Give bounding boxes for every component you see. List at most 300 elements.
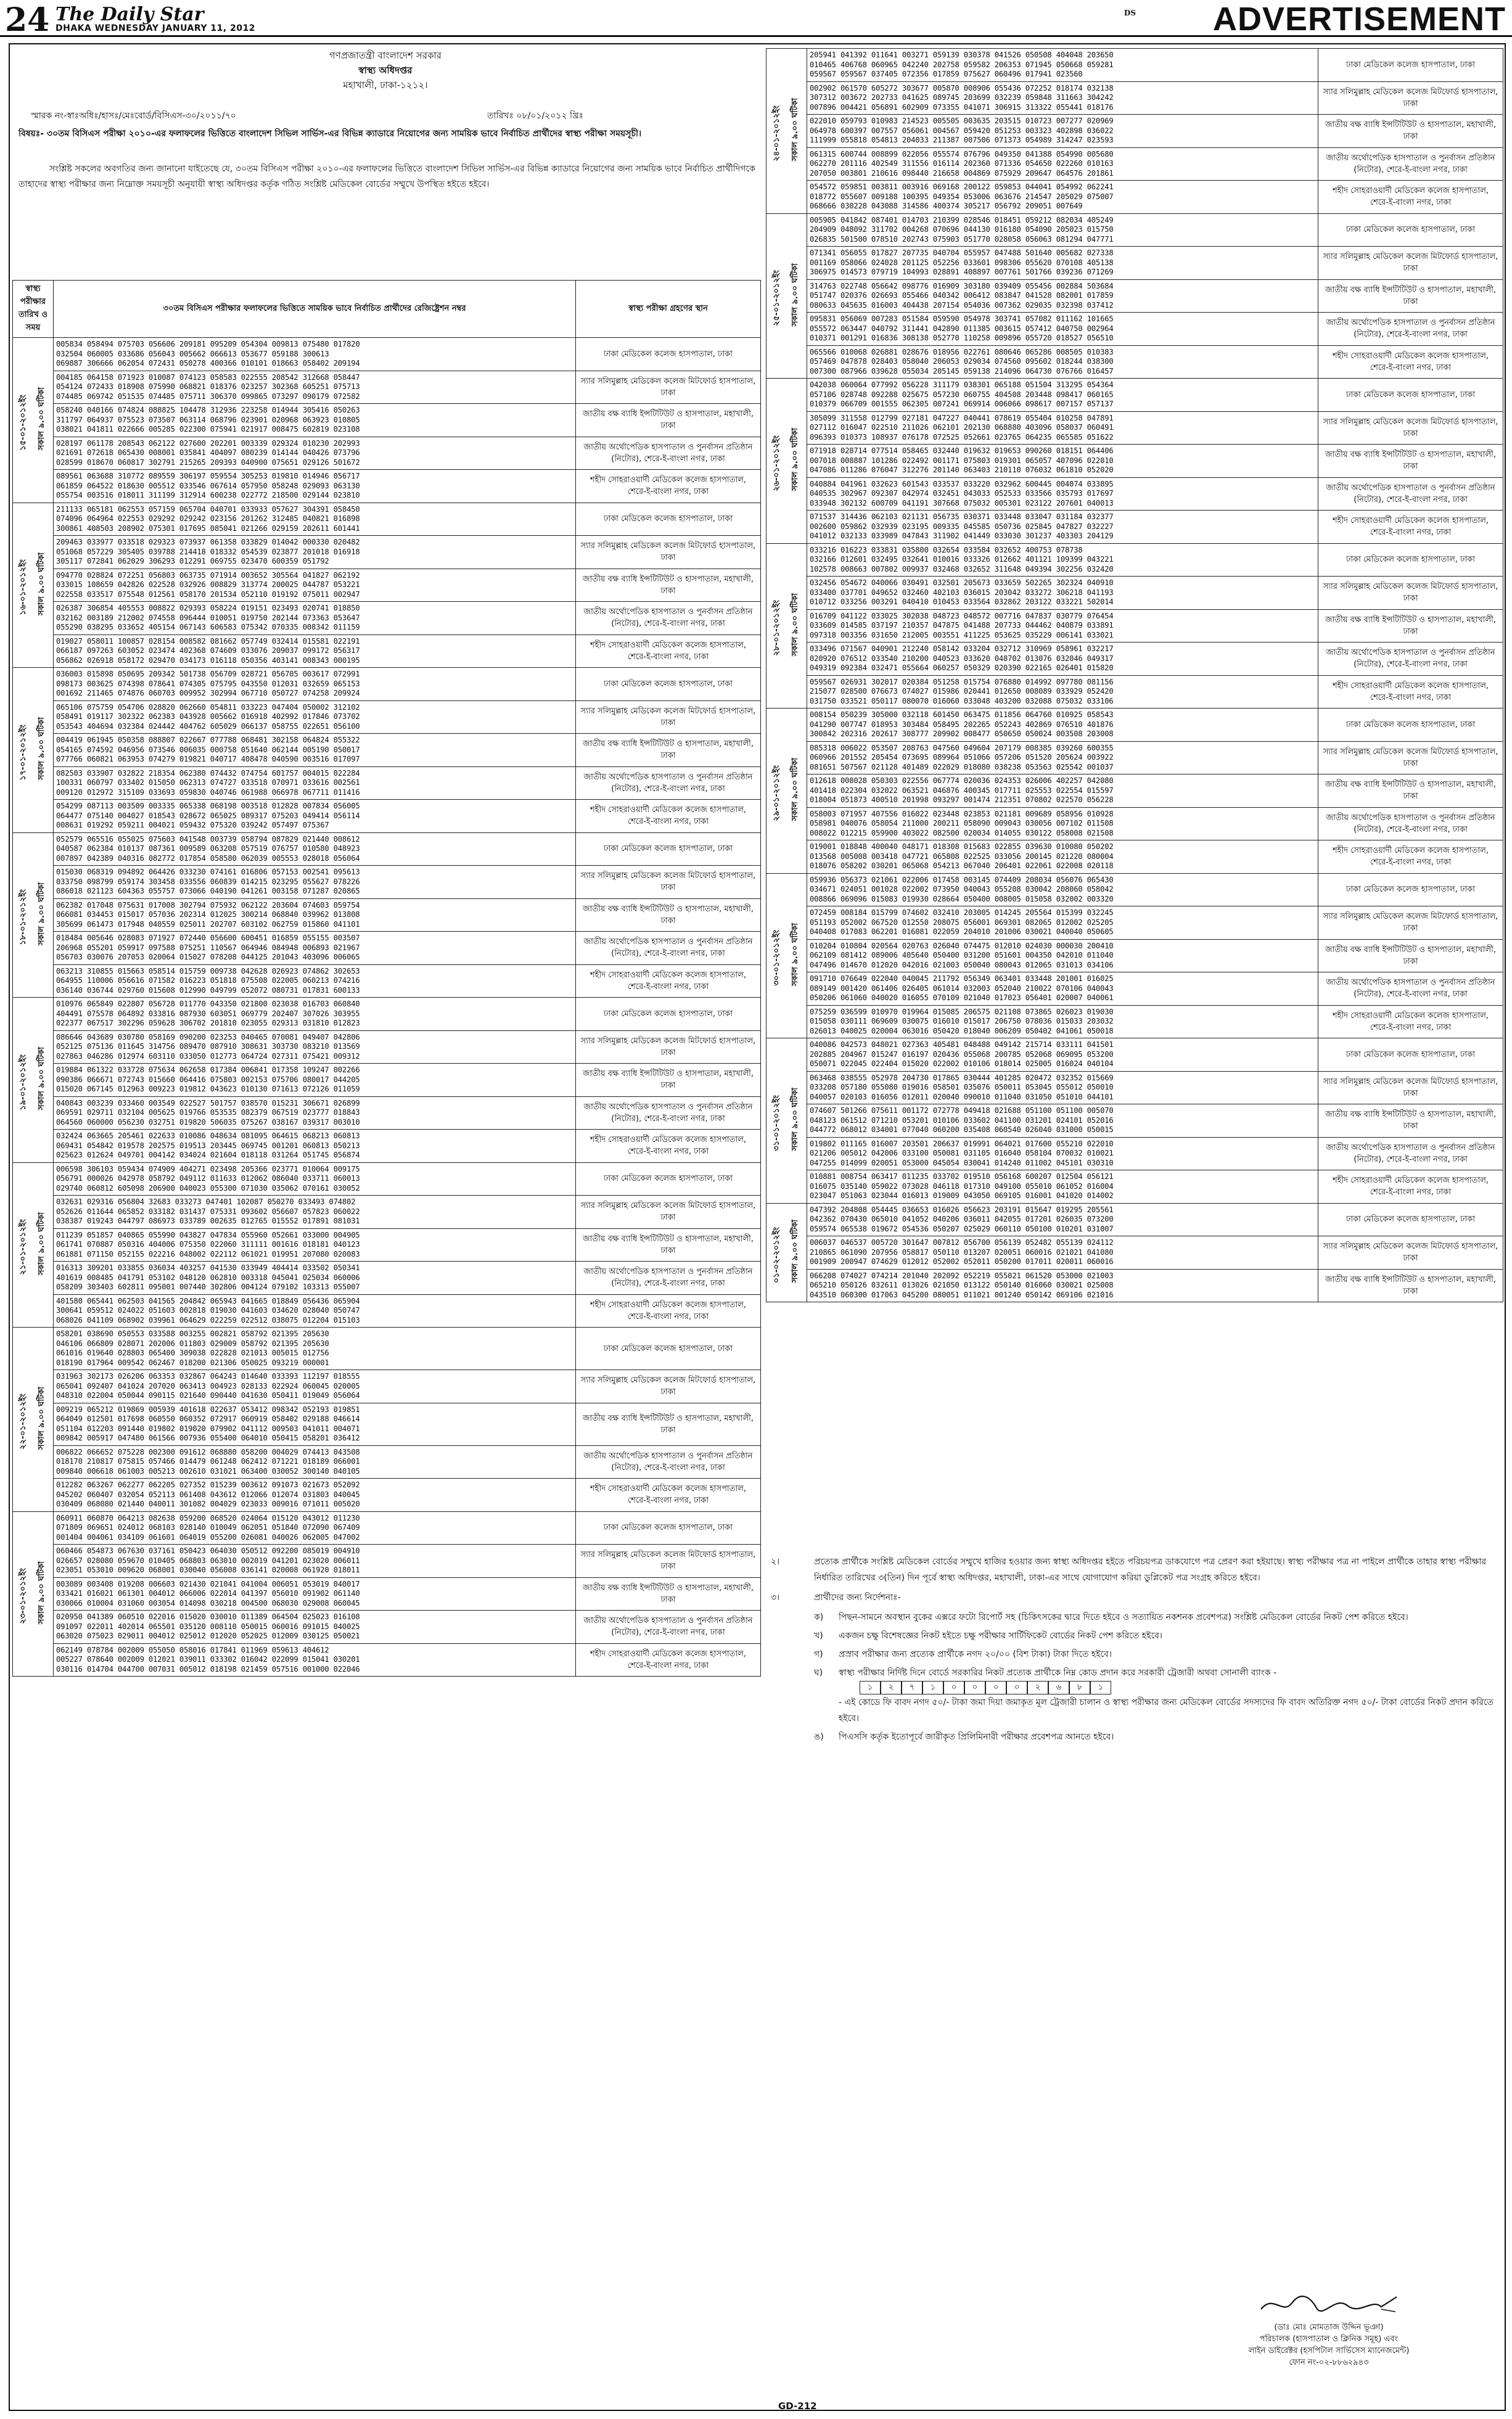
exam-venue: জাতীয় অর্থোপেডিক হাসপাতাল ও পুনর্বাসন প্রতিষ্ঠান (নিটোর), শেরে-ই-বাংলা নগর, ঢাকা	[576, 602, 761, 635]
code-digit: ০	[1006, 1681, 1027, 1694]
schedule-row	[13, 1262, 761, 1295]
exam-date: ১৯-০১-২০১২ইং	[18, 1054, 28, 1111]
sub-item-marker: গ)	[814, 1649, 823, 1659]
govt-name: গণপ্রজাতন্ত্রী বাংলাদেশ সরকার	[329, 50, 442, 61]
exam-venue: শহীদ সোহরাওয়ার্দী মেডিকেল কলেজ হাসপাতাল, শেরে-ই-বাংলা নগর, ঢাকা	[576, 964, 761, 998]
registration-numbers: 032456 054672 040066 030491 032501 205673 033659 502265 302324 040910 033400 037701 049652 032460 402103 036015 203042 033272 306218 041193 010712 033256 003291 040410 010453 033564 032862 203122 033221 502014	[807, 577, 1318, 610]
registration-numbers: 040843 003239 033460 003549 022527 501757 038570 015231 306671 026899 069591 029711 032104 005625 019766 053535 082379 067519 023777 018843 064560 060000 056230 032751 019820 506035 075267 038167 039317 003010	[54, 1096, 576, 1130]
registration-numbers: 019027 058011 100857 028154 008582 081662 057749 032414 015581 022191 066187 097263 603052 023474 402368 074609 033076 209037 099172 056317 056862 026918 058172 029470 034173 016118 050356 403141 008343 000195	[54, 635, 576, 668]
exam-date-cell	[766, 49, 807, 214]
schedule-row	[13, 470, 761, 503]
exam-venue: জাতীয় বক্ষ ব্যাধি ইন্সটিটিউট ও হাসপাতাল, মহাখালী, ঢাকা	[1318, 279, 1503, 313]
col-header-date: স্বাস্থ্য পরীক্ষার তারিখ ও সময়	[13, 281, 54, 338]
exam-time: সকাল ৯.০০ ঘটিকা	[791, 263, 800, 326]
registration-numbers: 036003 015898 050695 209342 501738 056709 028721 056705 003617 072991 098173 003625 074398 078641 074305 075795 043550 012031 032659 065153 001692 211465 074876 060703 009952 302994 067710 050727 074258 209924	[54, 668, 576, 701]
exam-time: সকাল ৯.০০ ঘটিকা	[791, 758, 800, 821]
schedule-row	[766, 807, 1503, 840]
schedule-row	[13, 932, 761, 965]
exam-time: সকাল ৯.০০ ঘটিকা	[37, 1386, 47, 1450]
exam-time: সকাল ৯.০০ ঘটিকা	[37, 552, 47, 615]
exam-venue: জাতীয় বক্ষ ব্যাধি ইন্সটিটিউট ও হাসপাতাল, মহাখালী, ঢাকা	[576, 404, 761, 437]
schedule-row	[766, 1236, 1503, 1270]
registration-numbers: 054299 087113 003509 003335 065338 068198 003518 012828 007834 056005 064477 075140 004027 018543 028672 065025 089317 075203 049414 056114 008631 019292 059211 004021 059432 075320 039242 057497 075367	[54, 800, 576, 833]
registration-numbers: 040884 041961 032623 601543 033537 033220 032962 600445 004074 033895 040535 302967 092307 042974 032451 043033 052533 033566 035793 017697 033948 302132 600709 041191 307668 075032 005301 023122 207601 040013	[807, 477, 1318, 511]
page-number: 24	[5, 1, 50, 39]
exam-venue: ঢাকা মেডিকেল কলেজ হাসপাতাল, ঢাকা	[1318, 873, 1503, 906]
schedule-row	[766, 49, 1503, 82]
registration-numbers: 011239 051857 040865 055990 043827 047834 055960 052661 033000 004905 061741 070887 050316 404006 075350 022060 311111 001616 018181 040123 061881 071150 052155 022216 048002 022112 061021 019951 207080 020083	[54, 1228, 576, 1262]
schedule-row	[13, 1403, 761, 1445]
exam-date-cell	[13, 1162, 54, 1328]
schedule-row	[766, 511, 1503, 544]
signature-block	[1165, 2291, 1492, 2368]
exam-time: সকাল ৯.০০ ঘটিকা	[791, 922, 800, 986]
exam-venue: জাতীয় বক্ষ ব্যাধি ইন্সটিটিউট ও হাসপাতাল, মহাখালী, ঢাকা	[576, 1403, 761, 1445]
exam-venue: ঢাকা মেডিকেল কলেজ হাসপাতাল, ঢাকা	[576, 1511, 761, 1545]
exam-venue: ঢাকা মেডিকেল কলেজ হাসপাতাল, ঢাকা	[576, 998, 761, 1031]
exam-date: ২৮-০১-২০১২ইং	[771, 600, 781, 656]
registration-numbers: 005834 058494 075703 056606 209181 095209 054304 009813 075480 017820 032504 060005 033686 056043 005662 066613 053677 059188 300613 069887 306666 062054 072431 050278 400366 010101 018663 058402 209194	[54, 338, 576, 371]
schedule-row	[13, 800, 761, 833]
registration-numbers: 314763 022748 056642 098776 016909 303180 039409 055456 002884 503684 051747 020376 026693 055466 040342 006412 083847 041528 082001 017859 080633 045635 016003 404438 207154 054036 007362 029035 032398 037412	[807, 279, 1318, 313]
schedule-row	[13, 503, 761, 536]
schedule-row	[13, 569, 761, 602]
exam-venue: স্যার সলিমুল্লাহ মেডিকেল কলেজ মিটফোর্ড হাসপাতাল, ঢাকা	[1318, 577, 1503, 610]
exam-venue: শহীদ সোহরাওয়ার্দী মেডিকেল কলেজ হাসপাতাল, শেরে-ই-বাংলা নগর, ঢাকা	[1318, 1005, 1503, 1038]
exam-time: সকাল ৯.০০ ঘটিকা	[791, 98, 800, 162]
exam-time: সকাল ৯.০০ ঘটিকা	[37, 717, 47, 781]
exam-time: সকাল ৯.০০ ঘটিকা	[37, 1047, 47, 1111]
registration-numbers: 010976 065849 022807 056728 011770 043350 021800 023038 016703 060840 404491 075578 064892 033816 087930 603051 069779 202407 307026 303955 022377 067517 302296 059628 306702 201810 023055 029313 031810 012823	[54, 998, 576, 1031]
schedule-row	[13, 1228, 761, 1262]
schedule-row	[13, 1577, 761, 1611]
schedule-row	[13, 437, 761, 470]
schedule-row	[13, 1611, 761, 1644]
schedule-row	[13, 766, 761, 800]
memo-date: তারিখঃ ০৮/০১/২০১২ খ্রিঃ	[487, 111, 583, 121]
schedule-row	[766, 939, 1503, 972]
sub-item-text: পিছন-সামনে অবস্থান বুকের এক্সরে ফটো রিপোর্ট সহ (চিকিৎসকের দ্বারে দিতে হইবে ও সত্যায়িত নকশনক প্রবেশপত্র) সংশ্লিষ্ট মেডিকেল বোর্ডের নিকট পেশ করিতে হইবে।	[839, 1612, 1408, 1622]
code-digit: ২	[881, 1681, 902, 1694]
registration-numbers: 074607 501266 075611 001172 072778 049418 021688 051100 051100 005070 048123 061512 071210 053201 010106 033602 041100 031201 024101 052016 044772 068012 034001 077040 060200 035408 060540 026040 031000 050015	[807, 1104, 1318, 1138]
code-digit: ০	[964, 1681, 985, 1694]
exam-venue: জাতীয় অর্থোপেডিক হাসপাতাল ও পুনর্বাসন প্রতিষ্ঠান (নিটোর), শেরে-ই-বাংলা নগর, ঢাকা	[1318, 147, 1503, 181]
schedule-row	[766, 477, 1503, 511]
schedule-row	[13, 1370, 761, 1403]
exam-venue: জাতীয় বক্ষ ব্যাধি ইন্সটিটিউট ও হাসপাতাল, মহাখালী, ঢাকা	[1318, 115, 1503, 148]
code-digit: ০	[943, 1681, 964, 1694]
notice-subject: বিষয়ঃ- ৩০তম বিসিএস পরীক্ষা ২০১০-এর ফলাফলের ভিত্তিতে বাংলাদেশ সিভিল সার্ভিস-এর বিভিন্ন ক্যাডারে নিয়োগের জন্য সাময়িক ভাবে নির্বাচিত প্রার্থীদের স্বাস্থ্য পরীক্ষা সময়সূচী।	[18, 129, 642, 139]
exam-venue: স্যার সলিমুল্লাহ মেডিকেল কলেজ মিটফোর্ড হাসপাতাল, ঢাকা	[1318, 1071, 1503, 1104]
schedule-row	[13, 536, 761, 569]
schedule-row	[766, 411, 1503, 445]
schedule-row	[13, 404, 761, 437]
schedule-row	[766, 1137, 1503, 1170]
exam-date: ১৭-০১-২০১২ইং	[18, 724, 28, 781]
exam-venue: জাতীয় বক্ষ ব্যাধি ইন্সটিটিউট ও হাসপাতাল, মহাখালী, ঢাকা	[1318, 1104, 1503, 1138]
registration-numbers: 054572 059851 003811 003916 069168 200122 059853 044041 054992 062241 018772 055607 009188 100395 049354 053006 063676 214547 205029 075007 068666 030228 043088 314586 400374 305217 056792 209051 007649	[807, 181, 1318, 214]
registration-numbers: 002902 061570 605272 303677 005870 008906 055436 072252 018174 032138 307312 003672 202733 041625 089745 203699 032239 059848 311663 304242 007896 004421 056891 602909 073355 041071 306915 313322 055441 018176	[807, 81, 1318, 115]
schedule-row	[13, 998, 761, 1031]
exam-venue: ঢাকা মেডিকেল কলেজ হাসপাতাল, ঢাকা	[1318, 213, 1503, 247]
exam-venue: জাতীয় বক্ষ ব্যাধি ইন্সটিটিউট ও হাসপাতাল, মহাখালী, ঢাকা	[1318, 445, 1503, 478]
schedule-row	[13, 1479, 761, 1512]
registration-numbers: 065566 010068 026881 028676 018956 022761 080646 065286 008505 010383 057469 047878 028403 058040 206053 029034 074560 095602 018244 038300 007300 087966 039628 055034 205145 059138 214096 064730 076766 016457	[807, 345, 1318, 379]
schedule-row	[13, 1545, 761, 1578]
exam-venue: স্যার সলিমুল্লাহ মেডিকেল কলেজ মিটফোর্ড হাসপাতাল, ঢাকা	[1318, 81, 1503, 115]
registration-numbers: 006598 306103 059434 074909 404271 023498 205366 023771 010064 009175 056791 000026 042978 058792 049112 011633 012062 086040 033711 060013 029740 060812 605098 206900 040023 055300 071030 035062 070161 030052	[54, 1162, 576, 1196]
exam-venue: জাতীয় অর্থোপেডিক হাসপাতাল ও পুনর্বাসন প্রতিষ্ঠান (নিটোর), শেরে-ই-বাংলা নগর, ঢাকা	[576, 1096, 761, 1130]
exam-venue: জাতীয় অর্থোপেডিক হাসপাতাল ও পুনর্বাসন প্রতিষ্ঠান (নিটোর), শেরে-ই-বাংলা নগর, ঢাকা	[576, 1611, 761, 1644]
registration-numbers: 012618 008028 050303 022556 067774 020036 024353 026006 402257 042080 401418 022304 032022 063521 046876 400345 017711 025553 022554 015597 018004 051873 400510 201998 093297 001474 212351 070802 022570 056228	[807, 774, 1318, 808]
registration-numbers: 089561 063688 310772 089559 306197 059554 305253 019810 014946 056717 061859 064522 018630 005512 033546 067614 057950 058248 029093 063130 055754 003516 018011 311199 312914 600238 022772 218500 029144 023810	[54, 470, 576, 503]
registration-numbers: 209463 033977 033518 029323 073937 061358 033829 014042 000330 020482 051068 057229 305405 039788 214418 018332 054539 023877 201018 016918 305117 072841 062029 306293 012291 069755 023470 600359 051792	[54, 536, 576, 569]
instruction-sub-kh	[771, 1628, 1498, 1644]
instruction-sub-g	[771, 1646, 1498, 1662]
exam-venue: স্যার সলিমুল্লাহ মেডিকেল কলেজ মিটফোর্ড হাসপাতাল, ঢাকা	[576, 866, 761, 899]
schedule-row	[13, 832, 761, 866]
exam-date: ২৫-০১-২০১২ইং	[771, 270, 781, 326]
masthead	[0, 0, 1512, 37]
schedule-row	[13, 668, 761, 701]
exam-time: সকাল ৯.০০ ঘটিকা	[791, 1220, 800, 1283]
registration-numbers: 010881 008754 063417 011235 033702 019510 056168 600207 012504 056121 016075 035140 059022 073028 046118 017310 049100 055010 061052 016004 023047 051063 023044 016013 019009 043050 069105 016001 041020 014002	[807, 1170, 1318, 1204]
exam-venue: ঢাকা মেডিকেল কলেজ হাসপাতাল, ঢাকা	[576, 1328, 761, 1370]
exam-venue: জাতীয় বক্ষ ব্যাধি ইন্সটিটিউট ও হাসপাতাল, মহাখালী, ঢাকা	[576, 1228, 761, 1262]
signatory-name: (ডাঃ মোঃ মোমতাজ উদ্দিন ভূঞা)	[1274, 2323, 1384, 2332]
ds-logo: DS	[1124, 9, 1136, 17]
schedule-row	[766, 675, 1503, 708]
schedule-row	[766, 643, 1503, 676]
registration-numbers: 019802 011165 016007 203501 206637 019991 064021 017600 055210 022010 021206 005012 042006 033100 050081 031105 016040 058104 070032 010021 047255 014099 020051 053000 045054 030041 014240 011002 045101 030310	[807, 1137, 1318, 1170]
registration-numbers: 006037 046537 005720 301647 007812 056700 056139 052482 055139 024112 210865 061090 207956 058817 050110 013207 020051 060016 021021 041080 001909 200947 074629 012012 052002 052011 050200 017011 020011 060016	[807, 1236, 1318, 1270]
exam-date-cell	[766, 873, 807, 1038]
schedule-row	[766, 1203, 1503, 1236]
exam-venue: স্যার সলিমুল্লাহ মেডিকেল কলেজ মিটফোর্ড হাসপাতাল, ঢাকা	[576, 1196, 761, 1229]
exam-date: ২৪-০১-২০১২ইং	[771, 105, 781, 162]
registration-numbers: 305099 311558 012799 027181 047227 040441 078619 055404 010258 047891 027112 016047 022510 211026 062101 202130 068880 403096 058037 060491 096393 010373 108937 076178 072525 052661 023765 064235 065585 051622	[807, 411, 1318, 445]
schedule-row	[13, 602, 761, 635]
registration-numbers: 071341 056055 017827 207735 040704 055957 047488 501640 005682 027338 001169 058066 024028 201125 052256 033601 098306 055620 070108 405138 306975 014573 079719 104993 028891 408897 007761 501766 039236 071269	[807, 247, 1318, 280]
sub-item-marker: ক)	[814, 1612, 824, 1622]
exam-venue: জাতীয় অর্থোপেডিক হাসপাতাল ও পুনর্বাসন প্রতিষ্ঠান (নিটোর), শেরে-ই-বাংলা নগর, ঢাকা	[1318, 643, 1503, 676]
registration-numbers: 042038 060064 077992 056228 311179 038301 065188 051504 313295 054364 057106 028748 092288 025675 057230 060755 404508 203448 098417 060165 010379 066709 001555 062305 007241 069914 006066 098617 007157 057137	[807, 379, 1318, 412]
schedule-row	[766, 1005, 1503, 1038]
exam-date-cell	[13, 998, 54, 1163]
exam-venue: শহীদ সোহরাওয়ার্দী মেডিকেল কলেজ হাসপাতাল, শেরে-ই-বাংলা নগর, ঢাকা	[576, 1130, 761, 1163]
sub-item-text: পিএসসি কর্তৃক ইতোপূর্বে জারীকৃত প্রিলিমিনারী পরীক্ষার প্রবেশপত্র আনতে হইবে।	[839, 1732, 1114, 1742]
exam-date-cell	[766, 543, 807, 708]
registration-numbers: 095831 056069 007283 051584 059590 054978 303741 057082 011162 101665 055572 063447 040792 311441 042890 011385 003615 057412 040750 002964 010371 001291 016836 308138 052770 110258 009896 055720 018527 056510	[807, 313, 1318, 346]
exam-date-cell	[13, 503, 54, 668]
registration-numbers: 085318 006022 053507 208763 047560 049604 207179 008385 039260 600355 060966 201552 205454 073695 089964 051066 057206 051520 205624 003922 081651 507567 021128 401489 022029 018080 038238 053563 025542 001037	[807, 741, 1318, 774]
schedule-row	[766, 247, 1503, 280]
exam-venue: জাতীয় অর্থোপেডিক হাসপাতাল ও পুনর্বাসন প্রতিষ্ঠান (নিটোর), শেরে-ই-বাংলা নগর, ঢাকা	[576, 1262, 761, 1295]
schedule-row	[766, 279, 1503, 313]
exam-venue: জাতীয় বক্ষ ব্যাধি ইন্সটিটিউট ও হাসপাতাল, মহাখালী, ঢাকা	[1318, 939, 1503, 972]
exam-time: সকাল ৯.০০ ঘটিকা	[37, 1212, 47, 1275]
schedule-row	[13, 338, 761, 371]
exam-venue: স্যার সলিমুল্লাহ মেডিকেল কলেজ মিটফোর্ড হাসপাতাল, ঢাকা	[576, 536, 761, 569]
registration-numbers: 094770 028824 072251 056803 063735 071914 003652 305564 041827 062192 033015 108659 042826 022528 032926 008829 313774 200025 044787 053221 022558 033517 075548 012561 058170 201534 052110 019192 075011 002947	[54, 569, 576, 602]
schedule-row	[13, 734, 761, 767]
code-digit: ৬	[1048, 1681, 1069, 1694]
exam-date: ৩১-০১-২০১২ইং	[771, 1095, 781, 1151]
schedule-row	[766, 1170, 1503, 1204]
sub-item-marker: খ)	[814, 1631, 823, 1641]
exam-venue: শহীদ সোহরাওয়ার্দী মেডিকেল কলেজ হাসপাতাল, শেরে-ই-বাংলা নগর, ঢাকা	[1318, 840, 1503, 874]
notice-intro: সংশ্লিষ্ট সকলের অবগতির জন্য জানানো যাইতেছে যে, ৩০তম বিসিএস পরীক্ষা ২০১০-এর ফলাফলের ভিত্তিতে বাংলাদেশ সিভিল সার্ভিস-এর বিভিন্ন ক্যাডারে নিয়োগের জন্য সাময়িক ভাবে নির্বাচিত প্রার্থীদিগকে তাহাদের স্বাস্থ্য পরীক্ষার জন্য নিম্নোক্ত সময়সূচী অনুযায়ী স্বাস্থ্য অধিদপ্তর কর্তৃক গঠিত সংশ্লিষ্ট মেডিকেল বোর্ডের সম্মুখে উপস্থিত হইতে হইবে।	[18, 164, 755, 189]
exam-venue: জাতীয় অর্থোপেডিক হাসপাতাল ও পুনর্বাসন প্রতিষ্ঠান (নিটোর), শেরে-ই-বাংলা নগর, ঢাকা	[576, 1445, 761, 1479]
schedule-row	[13, 700, 761, 734]
exam-venue: স্যার সলিমুল্লাহ মেডিকেল কলেজ মিটফোর্ড হাসপাতাল, ঢাকা	[1318, 906, 1503, 940]
exam-time: সকাল ৯.০০ ঘটিকা	[791, 1088, 800, 1151]
exam-date-cell	[766, 379, 807, 544]
instruction-text: প্রার্থীদের জন্য নির্দেশনাঃ-	[814, 1593, 901, 1603]
schedule-row	[766, 543, 1503, 577]
exam-venue: জাতীয় অর্থোপেডিক হাসপাতাল ও পুনর্বাসন প্রতিষ্ঠান (নিটোর), শেরে-ই-বাংলা নগর, ঢাকা	[1318, 807, 1503, 840]
sub-item-text: স্বাস্থ্য পরীক্ষার নির্দিষ্ট দিনে বোর্ডে সরকারির নিকট প্রত্যেক প্রার্থীকে নিম্ন কোড প্রদান করে সরকারী ট্রেজারী অথবা সোনালী ব্যাংক -	[839, 1668, 1277, 1678]
exam-venue: ঢাকা মেডিকেল কলেজ হাসপাতাল, ঢাকা	[1318, 49, 1503, 82]
exam-venue: স্যার সলিমুল্লাহ মেডিকেল কলেজ মিটফোর্ড হাসপাতাল, ঢাকা	[1318, 247, 1503, 280]
registration-numbers: 065106 075759 054706 028820 062660 054811 033223 047404 050002 312102 058491 019117 302322 062383 043928 005662 016918 402992 017846 073702 053543 404694 032384 024442 404762 605029 066137 058755 022651 056100	[54, 700, 576, 734]
treasury-code-boxes	[860, 1681, 1498, 1694]
exam-venue: ঢাকা মেডিকেল কলেজ হাসপাতাল, ঢাকা	[576, 832, 761, 866]
department-address: মহাখালী, ঢাকা-১২১২।	[343, 80, 428, 91]
schedule-row	[13, 1064, 761, 1097]
exam-venue: স্যার সলিমুল্লাহ মেডিকেল কলেজ মিটফোর্ড হাসপাতাল, ঢাকা	[576, 371, 761, 404]
schedule-row	[766, 1104, 1503, 1138]
schedule-row	[766, 840, 1503, 874]
exam-venue: জাতীয় বক্ষ ব্যাধি ইন্সটিটিউট ও হাসপাতাল, মহাখালী, ঢাকা	[576, 1064, 761, 1097]
registration-numbers: 040086 042573 048021 027363 405481 048488 049142 215714 033111 041501 202885 204967 015247 016197 020436 055068 200785 052068 069095 053200 050071 022045 022404 015020 022002 010106 018014 025005 016024 040104	[807, 1038, 1318, 1072]
schedule-row	[13, 1294, 761, 1328]
handwritten-signature	[1255, 2291, 1403, 2318]
registration-numbers: 033216 016223 033831 035800 032654 033584 032652 400753 078738 032166 012601 032495 032641 010016 033326 012662 401121 109399 043221 102578 008663 007802 009937 032468 032652 311648 049394 302256 032420	[807, 543, 1318, 577]
schedule-row	[13, 1445, 761, 1479]
exam-venue: শহীদ সোহরাওয়ার্দী মেডিকেল কলেজ হাসপাতাল, শেরে-ই-বাংলা নগর, ঢাকা	[576, 1643, 761, 1677]
registration-numbers: 003089 003408 019208 006603 021430 021041 041004 006051 053019 040017 033421 016021 061301 004012 066006 022014 041397 056010 091902 061140 030066 010004 031060 003054 014098 030218 004500 068030 029008 060045	[54, 1577, 576, 1611]
instructions	[771, 1554, 1498, 1748]
schedule-table-left	[12, 280, 761, 1677]
registration-numbers: 060466 054873 067630 037161 050423 064030 050512 092200 085019 004910 026657 028080 059670 010405 068803 063010 002019 041201 023020 006011 023051 053010 009620 068001 030040 056008 036141 020008 061920 018011	[54, 1545, 576, 1578]
schedule-row	[766, 345, 1503, 379]
exam-venue: শহীদ সোহরাওয়ার্দী মেডিকেল কলেজ হাসপাতাল, শেরে-ই-বাংলা নগর, ঢাকা	[576, 635, 761, 668]
registration-numbers: 091710 076649 022040 040045 211792 056349 063401 033448 201001 016025 089149 001420 061406 026405 061014 032003 052040 210022 070106 040043 050206 061060 040020 016055 070109 021040 017023 056401 020007 040061	[807, 972, 1318, 1006]
exam-date: ২৩-০১-২০১২ইং	[18, 1568, 28, 1624]
registration-numbers: 016313 309201 033855 036034 403257 041530 033949 404414 033502 050341 401619 008485 041791 053102 048120 062810 003318 045041 025034 060006 058209 303403 602811 095001 007440 302806 004124 079102 103313 055007	[54, 1262, 576, 1295]
exam-time: সকাল ৯.০০ ঘটিকা	[791, 428, 800, 491]
schedule-row	[13, 866, 761, 899]
exam-venue: ঢাকা মেডিকেল কলেজ হাসপাতাল, ঢাকা	[576, 503, 761, 536]
sub-item-marker: ঘ)	[814, 1668, 823, 1678]
schedule-table-right	[766, 48, 1503, 1302]
exam-venue: ঢাকা মেডিকেল কলেজ হাসপাতাল, ঢাকা	[1318, 543, 1503, 577]
schedule-row	[766, 213, 1503, 247]
instruction-2	[771, 1554, 1498, 1586]
exam-date-cell	[766, 213, 807, 379]
exam-venue: স্যার সলিমুল্লাহ মেডিকেল কলেজ মিটফোর্ড হাসপাতাল, ঢাকা	[576, 1370, 761, 1403]
schedule-row	[13, 1162, 761, 1196]
department-name: স্বাস্থ্য অধিদপ্তর	[358, 65, 413, 76]
exam-date-cell	[13, 1328, 54, 1512]
exam-venue: শহীদ সোহরাওয়ার্দী মেডিকেল কলেজ হাসপাতাল, শেরে-ই-বাংলা নগর, ঢাকা	[576, 1479, 761, 1512]
registration-numbers: 072459 008184 015799 074602 032410 203005 014245 205564 015399 032245 051193 052002 067520 012550 208075 056001 069301 082065 012002 025205 040408 017083 062201 016081 022059 204010 201006 030021 040040 050605	[807, 906, 1318, 940]
schedule-row	[13, 1030, 761, 1064]
registration-numbers: 211133 065181 062553 057159 065704 040701 033933 057627 304391 058450 074096 064964 022553 029292 029242 023156 201262 312485 040821 016898 300861 408503 208902 075301 017695 085041 021266 029159 202611 601441	[54, 503, 576, 536]
schedule-row	[13, 1643, 761, 1677]
exam-venue: জাতীয় বক্ষ ব্যাধি ইন্সটিটিউট ও হাসপাতাল, মহাখালী, ঢাকা	[1318, 774, 1503, 808]
schedule-row	[766, 741, 1503, 774]
exam-venue: ঢাকা মেডিকেল কলেজ হাসপাতাল, ঢাকা	[1318, 708, 1503, 742]
registration-numbers: 205941 041392 011641 003271 059139 030378 041526 050508 404048 203650 010465 406768 060965 042240 202758 059582 206353 071945 050668 059281 059567 059567 037405 072356 017859 075627 060496 017941 023560	[807, 49, 1318, 82]
registration-numbers: 058201 038690 050553 033588 003255 002821 058792 021395 205630 046106 066809 028071 202006 011803 029009 058792 021395 205630 061016 019640 028803 065400 309038 022828 021013 005015 012756 018190 017964 009542 062467 018200 021306 050025 093219 000001	[54, 1328, 576, 1370]
registration-numbers: 008154 050239 305000 032118 601450 063475 011856 064760 010925 058543 041290 007747 018953 303484 058495 202265 052243 402869 076510 401876 300842 202316 202617 308777 209902 008477 050650 050024 003508 203008	[807, 708, 1318, 742]
exam-venue: ঢাকা মেডিকেল কলেজ হাসপাতাল, ঢাকা	[576, 668, 761, 701]
exam-date-cell	[13, 832, 54, 998]
exam-venue: জাতীয় অর্থোপেডিক হাসপাতাল ও পুনর্বাসন প্রতিষ্ঠান (নিটোর), শেরে-ই-বাংলা নগর, ঢাকা	[576, 437, 761, 470]
schedule-row	[13, 964, 761, 998]
exam-time: সকাল ৯.০০ ঘটিকা	[37, 1561, 47, 1624]
instruction-3	[771, 1590, 1498, 1606]
exam-venue: শহীদ সোহরাওয়ার্দী মেডিকেল কলেজ হাসপাতাল, শেরে-ই-বাংলা নগর, ঢাকা	[1318, 345, 1503, 379]
schedule-row	[13, 1096, 761, 1130]
exam-venue: শহীদ সোহরাওয়ার্দী মেডিকেল কলেজ হাসপাতাল, শেরে-ই-বাংলা নগর, ঢাকা	[576, 470, 761, 503]
section-label: ADVERTISEMENT	[1212, 1, 1506, 38]
registration-numbers: 071918 028714 077514 058465 032440 019632 019653 090260 018151 064406 007018 008887 101286 022492 001171 075803 019301 065057 407096 022010 047086 011286 076047 312276 201140 063403 210110 076032 061810 052020	[807, 445, 1318, 478]
exam-venue: ঢাকা মেডিকেল কলেজ হাসপাতাল, ঢাকা	[1318, 1203, 1503, 1236]
registration-numbers: 059567 026931 302017 020384 051258 015754 076880 014992 097780 081156 215077 028500 076673 074027 015986 020441 012650 008089 033929 052420 031750 033521 050117 080070 016060 033048 403200 032088 075032 033106	[807, 675, 1318, 708]
registration-numbers: 006822 066652 075228 002300 091612 068880 058200 004029 074413 043508 018170 210817 075815 057466 014479 061248 062412 071221 018189 066001 009840 006618 061003 005213 002610 031021 063400 030052 300140 040105	[54, 1445, 576, 1479]
schedule-row	[766, 774, 1503, 808]
exam-venue: শহীদ সোহরাওয়ার্দী মেডিকেল কলেজ হাসপাতাল, শেরে-ই-বাংলা নগর, ঢাকা	[576, 1294, 761, 1328]
schedule-row	[13, 1328, 761, 1370]
registration-numbers: 010204 010804 020564 020763 026040 074475 012010 024030 000030 200410 062109 081412 089006 405640 050400 031200 051601 004350 042010 011040 047496 014670 012020 042016 021003 050040 080043 012065 031013 034106	[807, 939, 1318, 972]
schedule-row	[13, 1130, 761, 1163]
registration-numbers: 059936 056373 021061 022006 017458 003145 074409 208034 056076 065430 034671 024051 001028 022002 073950 040043 055208 030042 208060 058042 008866 069096 015083 019930 028664 050400 008005 015058 032002 003320	[807, 873, 1318, 906]
exam-date: ২৯-০১-২০১২ইং	[771, 765, 781, 821]
exam-venue: স্যার সলিমুল্লাহ মেডিকেল কলেজ মিটফোর্ড হাসপাতাল, ঢাকা	[576, 1030, 761, 1064]
registration-numbers: 015030 068319 094892 064426 033230 074161 016806 057153 002541 095613 033750 098799 059174 303458 033556 060839 014215 023295 055627 078226 086018 021123 604363 055757 073066 040190 041261 003158 071287 020865	[54, 866, 576, 899]
schedule-row	[766, 379, 1503, 412]
registration-numbers: 063213 310855 015663 058514 015759 009738 042628 026923 074862 302653 064955 110006 056616 071582 016223 051818 075508 022005 060213 074216 036140 036744 029760 015608 012990 049799 052072 080731 017831 600133	[54, 964, 576, 998]
exam-venue: জাতীয় বক্ষ ব্যাধি ইন্সটিটিউট ও হাসপাতাল, মহাখালী, ঢাকা	[1318, 1269, 1503, 1302]
schedule-row	[766, 708, 1503, 742]
exam-date-cell	[13, 668, 54, 833]
registration-numbers: 401580 065441 062503 041565 204842 065943 041665 018849 056436 065904 300641 059512 024022 051603 002818 019030 041603 034620 028040 050747 068026 041109 068902 039961 064629 022259 022512 038075 012204 015103	[54, 1294, 576, 1328]
schedule-row	[13, 371, 761, 404]
schedule-row	[766, 1038, 1503, 1072]
registration-numbers: 063468 038555 052978 204730 017865 030444 401285 020472 032352 015669 033208 057180 055080 019016 058501 035076 050011 053045 055012 050010 040057 020103 016056 012011 020040 090010 011040 031050 051010 044101	[807, 1071, 1318, 1104]
exam-date: ২৬-০১-২০১২ইং	[771, 435, 781, 491]
schedule-row	[766, 181, 1503, 214]
registration-numbers: 032631 029316 056804 32683 033273 047401 102087 050270 033493 074802 052626 011644 065852 033182 031437 075331 093602 056607 057823 060022 038387 019243 044797 086973 033789 002635 012765 015552 017891 081031	[54, 1196, 576, 1229]
exam-date: ২২-০১-২০১২ইং	[18, 1394, 28, 1450]
schedule-row	[13, 898, 761, 932]
schedule-row	[766, 972, 1503, 1006]
registration-numbers: 026387 306854 405553 008822 029393 058224 019151 023493 020741 018850 032162 003189 212002 074558 096444 010051 019750 202144 073363 053647 055290 038295 033652 405154 067143 606583 075342 070335 008342 011159	[54, 602, 576, 635]
registration-numbers: 016709 041122 033025 302038 048723 048572 007716 047837 030779 076454 033609 014585 037197 210357 047875 041488 207733 044462 040879 033891 097318 003356 031650 212005 003551 411225 053625 035229 006141 033021	[807, 609, 1318, 643]
registration-numbers: 058240 040166 074824 088825 104478 312936 223258 014944 305416 050263 311797 064937 075523 073507 063114 068796 023901 020968 063923 010805 038021 041811 022666 005285 022300 075941 021917 008475 602819 023108	[54, 404, 576, 437]
sub-item-text: একজন চক্ষু বিশেষজ্ঞের নিকট হইতে চক্ষু পরীক্ষার সার্টিফিকেট বোর্ডের নিকট পেশ করিতে হইবে।	[839, 1631, 1162, 1641]
exam-venue: স্যার সলিমুল্লাহ মেডিকেল কলেজ মিটফোর্ড হাসপাতাল, ঢাকা	[1318, 741, 1503, 774]
registration-numbers: 047392 204808 054445 036653 016026 056623 203191 015647 019295 205561 042362 070430 065010 041052 040206 036011 042055 017201 026035 073200 059574 065538 019672 054536 050207 025029 060110 050100 010201 031007	[807, 1203, 1318, 1236]
instruction-sub-ng	[771, 1729, 1498, 1745]
schedule-row	[13, 635, 761, 668]
signatory-phone: ফোন নং-০২-৮৮৬২৯৪৩	[1289, 2358, 1369, 2367]
exam-venue: জাতীয় বক্ষ ব্যাধি ইন্সটিটিউট ও হাসপাতাল, মহাখালী, ঢাকা	[1318, 609, 1503, 643]
exam-date-cell	[766, 708, 807, 874]
registration-numbers: 032424 063665 205461 022633 010086 048634 081095 064615 068213 060813 069431 054842 019578 202575 019513 203445 069745 001201 060813 050213 025623 012624 049701 004142 034024 021604 018118 031264 051745 056874	[54, 1130, 576, 1163]
exam-date-cell	[766, 1038, 807, 1204]
registration-numbers: 018484 005646 028083 071927 072440 056600 600451 016859 055155 003507 206968 055201 059917 097588 075251 110567 064946 084948 006893 021967 056703 030076 207053 020064 015027 078208 044125 201043 403096 006065	[54, 932, 576, 965]
memo-reference: স্মারক নং-স্বাঃঅধিঃ/হাসঃ/মেঃবোর্ড/বিসিএস-৩০/২০১১/৭০	[31, 111, 236, 121]
code-digit: ১	[922, 1681, 943, 1694]
exam-venue: শহীদ সোহরাওয়ার্দী মেডিকেল কলেজ হাসপাতাল, শেরে-ই-বাংলা নগর, ঢাকা	[576, 800, 761, 833]
exam-venue: শহীদ সোহরাওয়ার্দী মেডিকেল কলেজ হাসপাতাল, শেরে-ই-বাংলা নগর, ঢাকা	[1318, 181, 1503, 214]
schedule-row	[766, 147, 1503, 181]
sub-item-marker: ঙ)	[814, 1732, 824, 1742]
instruction-number: ৩।	[771, 1593, 780, 1603]
exam-venue: জাতীয় অর্থোপেডিক হাসপাতাল ও পুনর্বাসন প্রতিষ্ঠান (নিটোর), শেরে-ই-বাংলা নগর, ঢাকা	[1318, 313, 1503, 346]
code-digit: ০	[985, 1681, 1006, 1694]
instruction-sub-k	[771, 1609, 1498, 1625]
exam-date: ১৬-০১-২০১২ইং	[18, 559, 28, 615]
exam-date: ০১-০২-২০১২ইং	[771, 1226, 781, 1283]
code-digit: ১	[1090, 1681, 1111, 1694]
schedule-row	[766, 609, 1503, 643]
newspaper-name: The Daily Star	[55, 4, 204, 25]
exam-venue: জাতীয় বক্ষ ব্যাধি ইন্সটিটিউট ও হাসপাতাল, মহাখালী, ঢাকা	[576, 1577, 761, 1611]
dateline: DHAKA WEDNESDAY JANUARY 11, 2012	[55, 23, 256, 33]
registration-numbers: 058003 071957 407556 016022 023448 023853 021181 009689 058956 010928 058981 040076 058054 211000 200211 058090 009043 030056 007102 011508 008022 012215 059900 403022 082500 020034 014055 030122 058008 021508	[807, 807, 1318, 840]
exam-venue: শহীদ সোহরাওয়ার্দী মেডিকেল কলেজ হাসপাতাল, শেরে-ই-বাংলা নগর, ঢাকা	[1318, 1170, 1503, 1204]
registration-numbers: 005905 041842 087401 014703 210399 028546 018451 059212 082034 405249 204909 048092 311702 004268 070696 044130 016180 054090 205023 015750 026835 501500 078510 202743 075903 051770 028058 056063 081294 047771	[807, 213, 1318, 247]
signatory-title: লাইন ডাইরেক্টর (হসপিটাল সার্ভিসেস ম্যানেজমেন্ট)	[1248, 2346, 1410, 2355]
exam-time: সকাল ৯.০০ ঘটিকা	[37, 882, 47, 945]
schedule-row	[766, 81, 1503, 115]
code-digit: ৮	[1069, 1681, 1090, 1694]
signatory-title: পরিচালক (হাসপাতাল ও ক্লিনিক সমূহ) এবং	[1259, 2335, 1399, 2344]
registration-numbers: 019884 061322 033728 075634 062658 017384 006841 017358 109247 002266 090386 066671 072743 015660 064416 075803 002153 075706 080017 044205 015020 067145 012963 009223 019812 043623 010130 071613 072126 011059	[54, 1064, 576, 1097]
instruction-text: প্রত্যেক প্রার্থীকে সংশ্লিষ্ট মেডিকেল বোর্ডের সম্মুখে হাজির হওয়ার জন্য স্বাস্থ্য অধিদপ্তর হইতে পরিচয়পত্র ডাকযোগে পত্র প্রেরণ করা হইয়াছে। স্বাস্থ্য পরীক্ষার পত্র না পাইলে প্রার্থীকে তাহার স্বাস্থ্য পরীক্ষার নির্ধারিত তারিখের ৩(তিন) দিন পূর্বে স্বাস্থ্য অধিদপ্তর, মহাখালী, ঢাকা-এর সাথে যোগাযোগ করিয়া ডুপ্লিকেট পত্র সংগ্রহ করিতে হইবে।	[814, 1557, 1487, 1583]
code-digit: ৭	[902, 1681, 922, 1694]
registration-numbers: 075259 036599 010970 019964 015085 206575 021108 073865 026023 019030 015058 030111 069609 030075 016010 015017 206750 078036 015033 203032 026013 040025 020004 063016 050420 018040 006209 050402 041061 050018	[807, 1005, 1318, 1038]
col-header-venue: স্বাস্থ্য পরীক্ষা গ্রহণের স্থান	[576, 281, 761, 338]
exam-date-cell	[766, 1203, 807, 1302]
sub-item-text: - এই কোডে ফি বাবদ নগদ ৫০/- টাকা জমা দিয়া জমাকৃত মূল ট্রেজারী চালান ও স্বাস্থ্য পরীক্ষার জন্য মেডিকেল বোর্ডের সদস্যদের ফি বাবদ অতিরিক্ত নগদ ৫০/- টাকা বোর্ডের নিকট প্রদান করিতে হইবে।	[839, 1698, 1494, 1723]
registration-numbers: 019001 018848 400040 048171 018308 015683 022855 039630 010080 050202 013568 005008 003418 047721 065808 022525 033056 200145 021220 080004 018076 058202 030201 065068 054213 067040 206401 022061 022008 020118	[807, 840, 1318, 874]
registration-numbers: 052579 065516 055025 075603 041548 003739 058794 087829 021440 008612 040587 062384 010137 087361 009589 063208 057519 076757 010580 048923 007897 042389 040316 082772 017854 058580 062039 005553 028018 056064	[54, 832, 576, 866]
exam-venue: শহীদ সোহরাওয়ার্দী মেডিকেল কলেজ হাসপাতাল, শেরে-ই-বাংলা নগর, ঢাকা	[1318, 511, 1503, 544]
exam-venue: স্যার সলিমুল্লাহ মেডিকেল কলেজ মিটফোর্ড হাসপাতাল, ঢাকা	[1318, 411, 1503, 445]
exam-date: ১৫-০১-২০১২ইং	[18, 394, 28, 451]
exam-venue: স্যার সলিমুল্লাহ মেডিকেল কলেজ মিটফোর্ড হাসপাতাল, ঢাকা	[1318, 1236, 1503, 1270]
code-digit: ২	[1027, 1681, 1048, 1694]
registration-numbers: 061315 600744 008899 022056 055574 076796 049350 041388 054990 005680 062270 201116 402549 311556 016114 202360 071336 054650 022260 010163 207050 003801 210616 098440 216658 004869 075929 209647 064576 201861	[807, 147, 1318, 181]
registration-numbers: 071537 314436 062103 021131 056735 030371 033448 033047 031184 032377 002600 059862 032939 023195 009335 045585 050736 025845 047827 032227 041012 032133 033989 047843 311902 041449 033030 301237 403303 204129	[807, 511, 1318, 544]
registration-numbers: 004185 064158 071923 010087 074123 058583 022555 208542 312668 058447 054124 072433 018908 075990 068821 018376 023257 302368 605251 075713 074485 069742 051535 074485 075711 306370 099865 073297 090179 072582	[54, 371, 576, 404]
schedule-row	[766, 1071, 1503, 1104]
instruction-sub-gh	[771, 1665, 1498, 1727]
exam-venue: ঢাকা মেডিকেল কলেজ হাসপাতাল, ঢাকা	[576, 1162, 761, 1196]
schedule-row	[766, 115, 1503, 148]
registration-numbers: 020950 041389 060510 022016 015020 030010 011389 064504 025023 016108 091097 022011 402014 065501 035120 008110 050015 060016 091015 040025 063020 075023 029011 004012 025012 012020 052025 012009 030125 050021	[54, 1611, 576, 1644]
col-header-registration: ৩০তম বিসিএস পরীক্ষার ফলাফলের ভিত্তিতে সাময়িক ভাবে নির্বাচিত প্রার্থীদের রেজিষ্ট্রেশন নম্বর	[54, 281, 576, 338]
registration-numbers: 082503 033907 032822 218354 062380 074432 074754 601757 004015 022284 100331 060797 033402 015050 062313 074727 033518 070971 033616 002561 009120 012972 315109 033693 059830 040746 061988 066978 067711 011416	[54, 766, 576, 800]
registration-numbers: 004419 061945 050358 088807 022667 077788 068481 302158 064824 055322 054165 074592 046956 073546 006035 000758 051640 062144 005190 050017 077766 060821 063953 074279 019821 040717 408478 040590 003516 017097	[54, 734, 576, 767]
exam-venue: স্যার সলিমুল্লাহ মেডিকেল কলেজ মিটফোর্ড হাসপাতাল, ঢাকা	[576, 700, 761, 734]
